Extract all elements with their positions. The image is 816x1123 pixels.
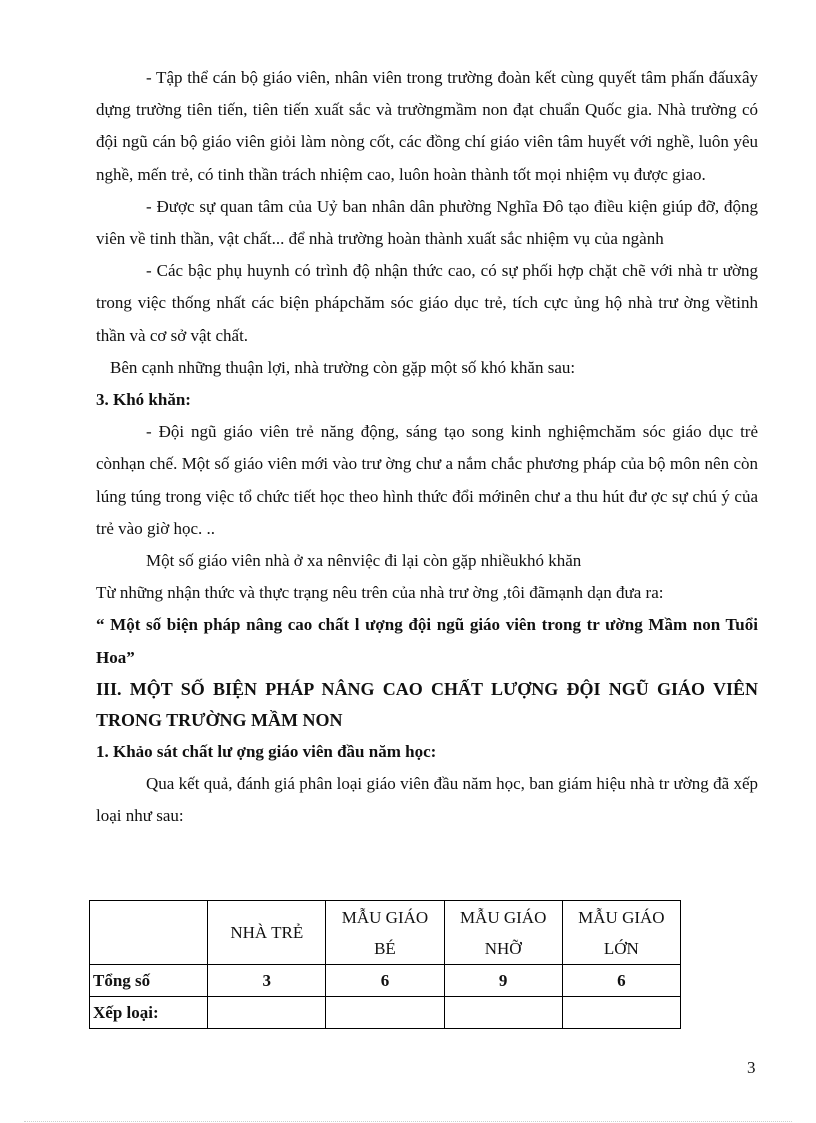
header-line: LỚN (603, 938, 639, 958)
table-cell (326, 997, 444, 1029)
table-row (90, 965, 681, 997)
paragraph-young-teachers: - Đội ngũ giáo viên trẻ năng động, sáng tạo song kinh nghiệmchăm sóc giáo dục trẻ cònhạn chế. Một số giáo viên mới vào trư ờng chư a nắm chắc phương pháp của bộ môn nên còn lúng túng trong việc tổ chức tiết học theo hình thức đổi mớinên chư a thu hút đư ợc sự chú ý của trẻ vào giờ học. .. (96, 422, 758, 538)
table-cell (444, 997, 562, 1029)
page-number: 3 (747, 1058, 756, 1077)
table-cell: 3 (208, 965, 326, 997)
paragraph-staff-unity: - Tập thể cán bộ giáo viên, nhân viên trong trường đoàn kết cùng quyết tâm phấn đấuxây dựng trường tiên tiến, tiên tiến xuất sắc và trườngmầm non đạt chuẩn Quốc gia. Nhà trường có đội ngũ cán bộ giáo viên giỏi làm nòng cốt, các đồng chí giáo viên tâm huyết với nghề, luôn yêu nghề, mến trẻ, có tinh thần trách nhiệm cao, luôn hoàn thành tốt mọi nhiệm vụ được giao. (96, 68, 758, 184)
header-line: BÉ (374, 938, 396, 958)
table-header-row (90, 901, 681, 965)
table-cell: 9 (444, 965, 562, 997)
footer-divider (24, 1121, 792, 1122)
table-header-empty (90, 901, 208, 965)
table-header-cell: NHÀ TRẺ (208, 901, 326, 965)
table-cell: 6 (326, 965, 444, 997)
table-row-label: Xếp loại: (90, 997, 208, 1029)
body-text (96, 62, 758, 832)
paragraph-distance: Một số giáo viên nhà ở xa nênviệc đi lại còn gặp nhiềukhó khăn (146, 551, 582, 571)
teacher-classification-table (89, 900, 681, 1029)
paragraph-parents: - Các bậc phụ huynh có trình độ nhận thức cao, có sự phối hợp chặt chẽ với nhà tr ường trong việc thống nhất các biện phápchăm sóc giáo dục trẻ, tích cực ủng hộ nhà trư ờng vềtinh thần và cơ sở vật chất. (96, 261, 758, 345)
table-row-label: Tổng số (90, 965, 208, 997)
table-header-cell (562, 901, 680, 965)
table-header-cell (444, 901, 562, 965)
header-line: MẪU GIÁO (459, 907, 547, 927)
header-line: NHỠ (484, 938, 522, 958)
table-row (90, 997, 681, 1029)
section-heading-iii: III. MỘT SỐ BIỆN PHÁP NÂNG CAO CHẤT LƯỢNG ĐỘI NGŨ GIÁO VIÊN TRONG TRƯỜNG MẦM NON (96, 678, 758, 730)
table-cell (562, 997, 680, 1029)
header-line: MẪU GIÁO (578, 907, 665, 927)
table-header-cell (326, 901, 444, 965)
paragraph-local-support: - Được sự quan tâm của Uỷ ban nhân dân phường Nghĩa Đô tạo điều kiện giúp đỡ, động viên về tinh thần, vật chất... để nhà trường hoàn thành xuất sắc nhiệm vụ của ngành (96, 196, 758, 249)
paragraph-survey-intro: Qua kết quả, đánh giá phân loại giáo viên đầu năm học, ban giám hiệu nhà tr ường đã xếp loại như sau: (96, 774, 758, 826)
paragraph-proposal: Từ những nhận thức và thực trạng nêu trên của nhà trư ờng ,tôi đãmạnh dạn đưa ra: (96, 583, 664, 603)
table-cell: 6 (562, 965, 680, 997)
subheading-survey: 1. Khảo sát chất lư ợng giáo viên đầu năm học: (96, 741, 437, 761)
table-cell (208, 997, 326, 1029)
heading-difficulties: 3. Khó khăn: (96, 390, 191, 410)
proposal-title: “ Một số biện pháp nâng cao chất l ượng đội ngũ giáo viên trong tr ường Mầm non Tuổi Hoa” (96, 615, 758, 667)
header-line: MẪU GIÁO (341, 907, 429, 927)
paragraph-difficulties-intro: Bên cạnh những thuận lợi, nhà trường còn gặp một số khó khăn sau: (110, 357, 576, 377)
